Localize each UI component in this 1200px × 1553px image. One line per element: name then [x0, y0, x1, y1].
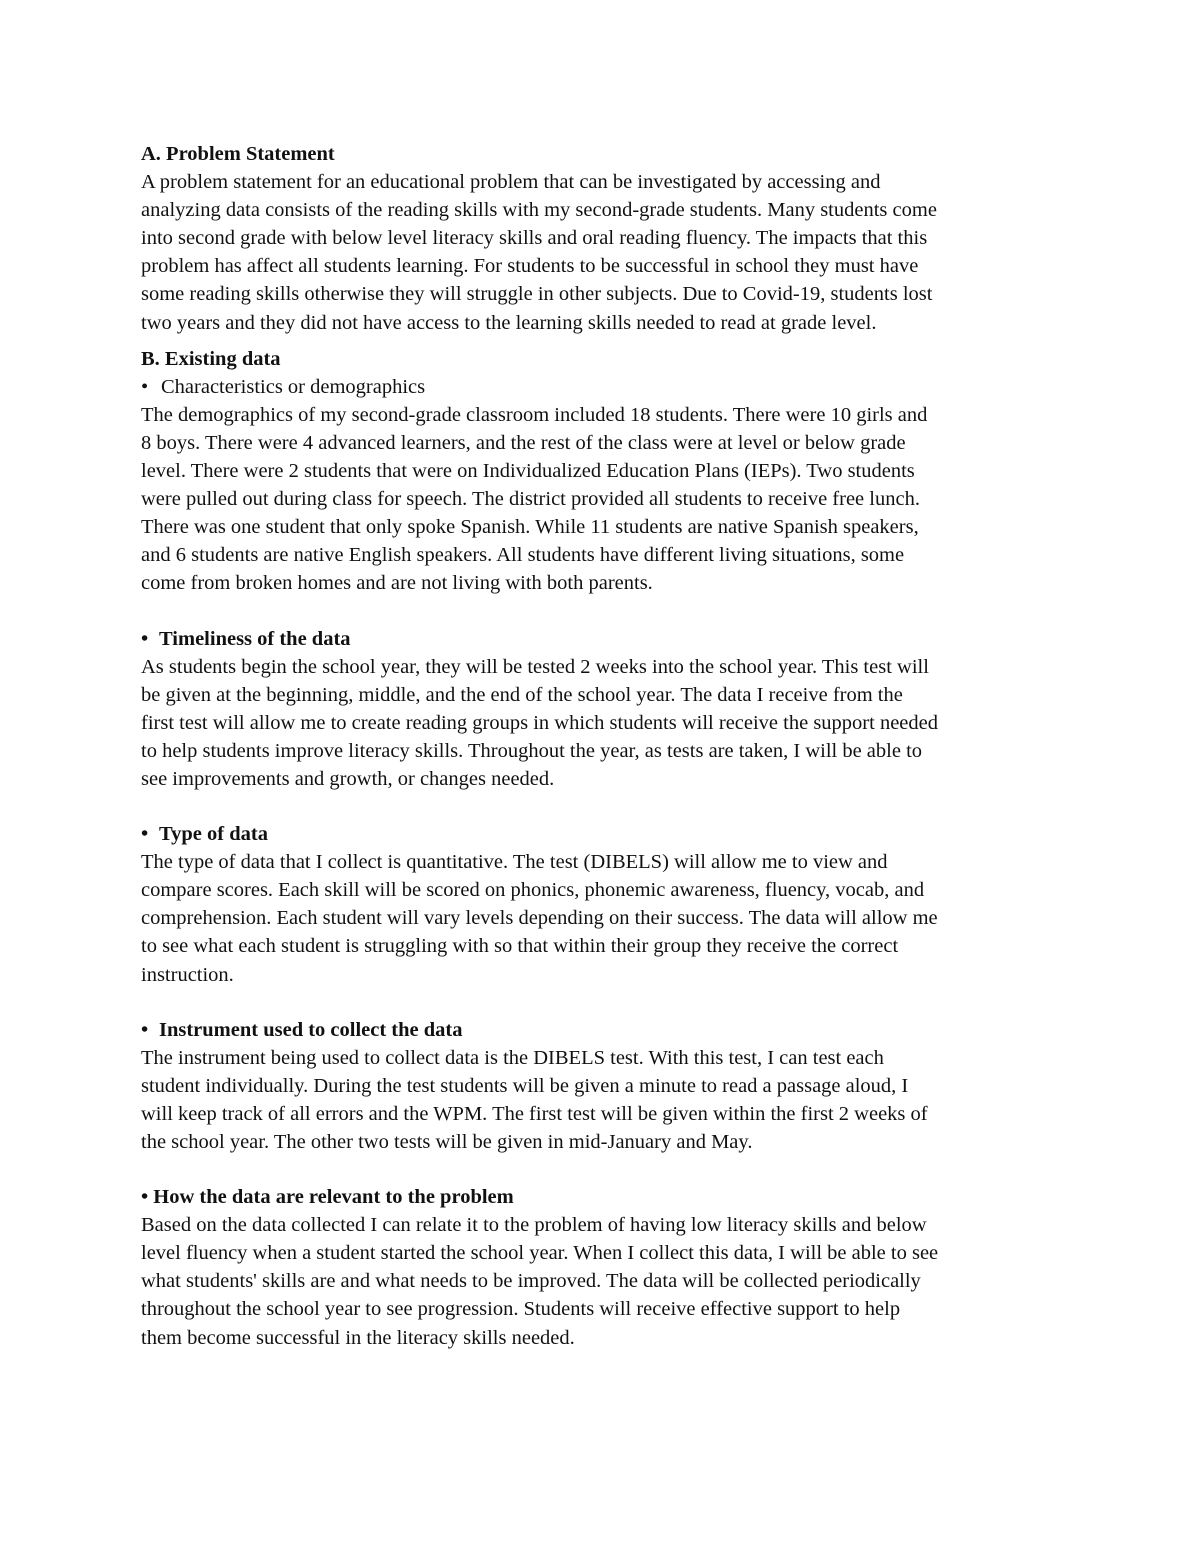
spacer [141, 793, 1071, 820]
timeliness-body: As students begin the school year, they will be tested 2 weeks into the school year. This test will be given at the beginning, middle, and the end of the school year. The data I receive from the first test will allow me to create reading groups in which students will receive the support needed to help students improve literacy skills. Throughout the year, as tests are taken, I will be able to see improvements and growth, or changes needed. [141, 655, 938, 790]
demographics-subheading [141, 373, 1071, 401]
spacer [141, 598, 1071, 625]
spacer [141, 1156, 1071, 1183]
document-page [141, 140, 1071, 1352]
bullet-icon: • [141, 1018, 149, 1041]
instrument-heading-label: Instrument used to collect the data [159, 1018, 463, 1041]
bullet-icon: • [141, 375, 149, 398]
type-heading-label: Type of data [159, 823, 268, 846]
section-b-body: The demographics of my second-grade classroom included 18 students. There were 10 girls and 8 boys. There were 4 advanced learners, and the rest of the class were at level or below grade level. There were 2 students that were on Individualized Education Plans (IEPs). Two students were pulled out during class for speech. The district provided all students to receive free lunch. There was one student that only spoke Spanish. While 11 students are native Spanish speakers, and 6 students are native English speakers. All students have different living situations, some come from broken homes and are not living with both parents. [141, 403, 928, 595]
timeliness-heading [141, 625, 1071, 653]
relevance-heading: • How the data are relevant to the problem [141, 1186, 514, 1209]
type-heading [141, 820, 1071, 848]
demographics-subheading-label: Characteristics or demographics [161, 375, 426, 398]
instrument-heading [141, 1016, 1071, 1044]
bullet-icon: • [141, 627, 149, 650]
section-a-heading: A. Problem Statement [141, 143, 335, 165]
section-b-heading: B. Existing data [141, 347, 281, 370]
type-body: The type of data that I collect is quantitative. The test (DIBELS) will allow me to view and compare scores. Each skill will be scored on phonics, phonemic awareness, fluency, vocab, and comprehension. Each student will vary levels depending on their success. The data will allow me to see what each student is struggling with so that within their group they receive the correct instruction. [141, 851, 938, 986]
section-a-body: A problem statement for an educational problem that can be investigated by accessing and analyzing data consists of the reading skills with my second-grade students. Many students come into second grade with below level literacy skills and oral reading fluency. The impacts that this problem has affect all students learning. For students to be successful in school they must have some reading skills otherwise they will struggle in other subjects. Due to Covid-19, students lost two years and they did not have access to the learning skills needed to read at grade level. [141, 171, 937, 334]
timeliness-heading-label: Timeliness of the data [159, 627, 351, 650]
relevance-body: Based on the data collected I can relate it to the problem of having low literacy skills and below level fluency when a student started the school year. When I collect this data, I will be able to see what students' skills are and what needs to be improved. The data will be collected periodically throughout the school year to see progression. Students will receive effective support to help them become successful in the literacy skills needed. [141, 1214, 939, 1349]
bullet-icon: • [141, 823, 149, 846]
spacer [141, 989, 1071, 1016]
spacer [141, 337, 1071, 345]
instrument-body: The instrument being used to collect data is the DIBELS test. With this test, I can test each student individually. During the test students will be given a minute to read a passage aloud, I will keep track of all errors and the WPM. The first test will be given within the first 2 weeks of the school year. The other two tests will be given in mid-January and May. [141, 1046, 928, 1153]
